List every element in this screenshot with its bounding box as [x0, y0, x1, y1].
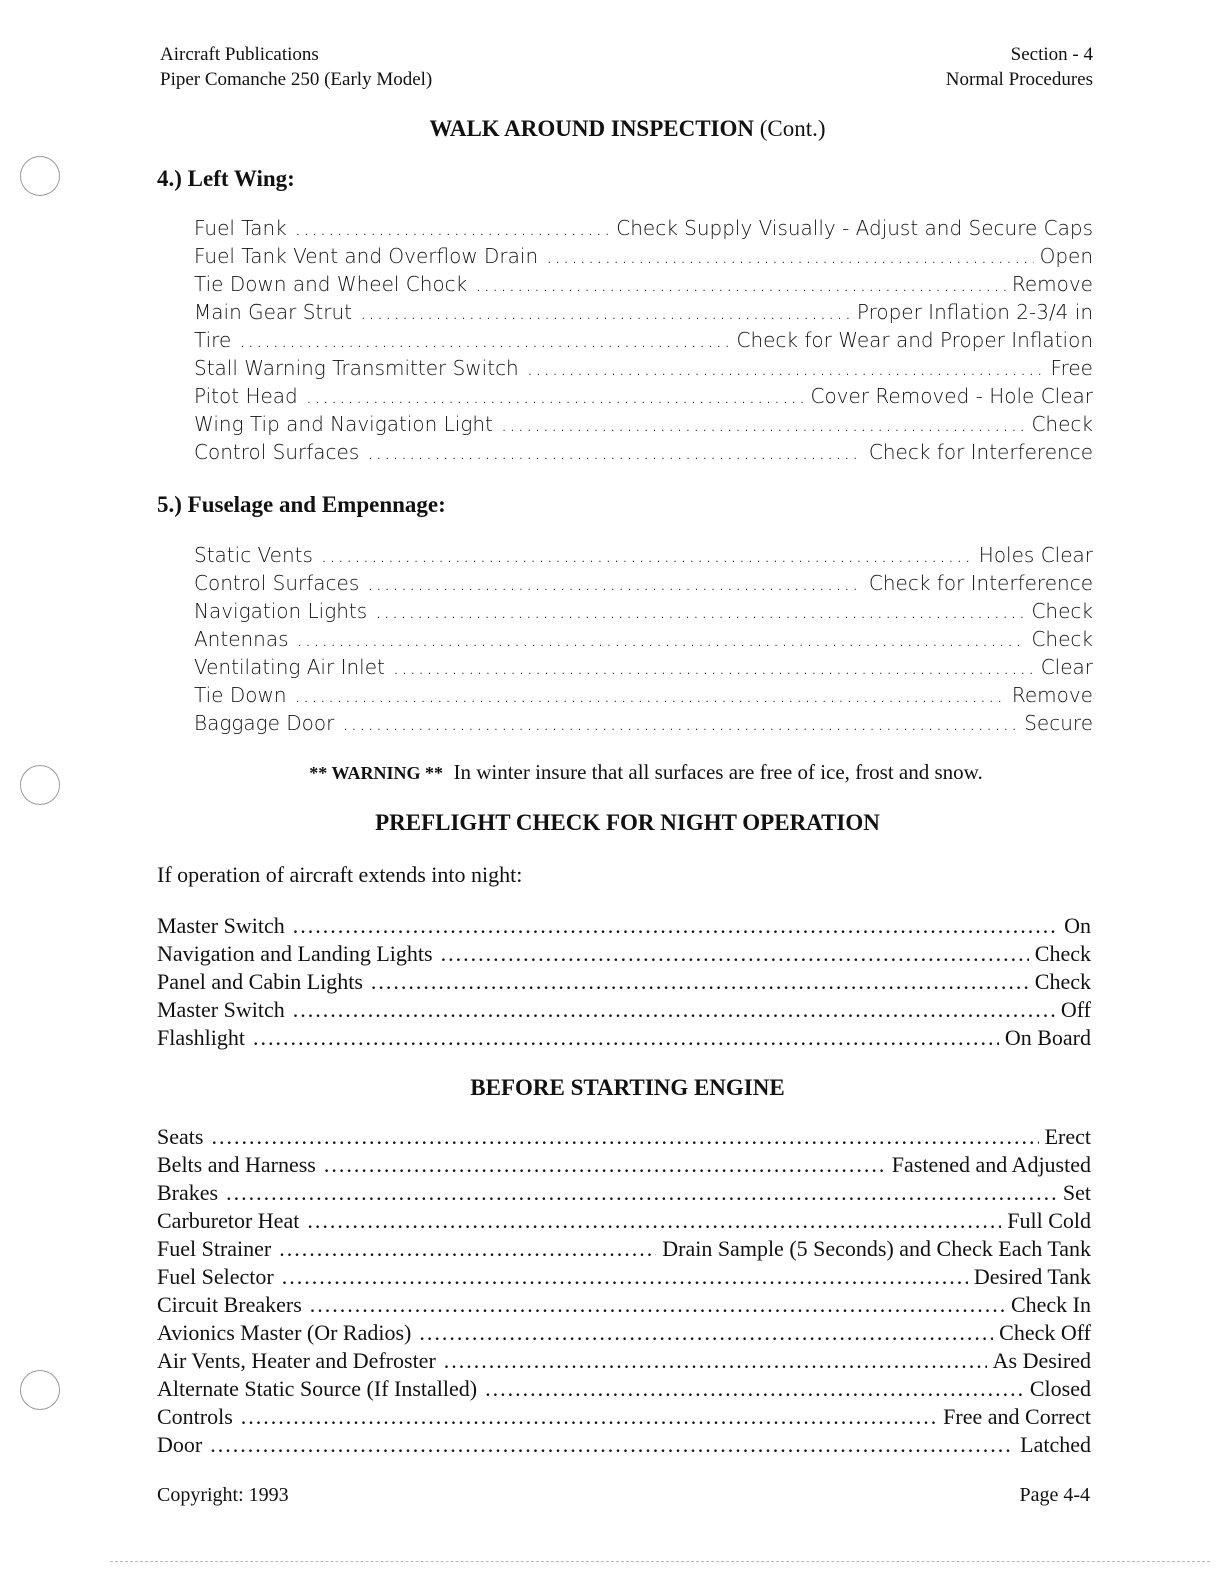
checklist-item-action: On	[1064, 913, 1091, 938]
winter-warning	[0, 760, 1221, 785]
dot-leader	[375, 597, 1025, 625]
checklist-item-label: Ventilating Air Inlet	[194, 655, 385, 679]
checklist-item-action: Check	[1031, 599, 1093, 623]
checklist-item-action: Check for Interference	[868, 440, 1093, 464]
dot-leader	[342, 709, 1018, 737]
checklist-item-action: Clear	[1040, 655, 1093, 679]
fuselage-checklist	[194, 541, 1093, 737]
checklist-item-label: Static Vents	[194, 543, 313, 567]
footer-copyright: Copyright: 1993	[157, 1484, 289, 1506]
header-aircraft-model: Piper Comanche 250 (Early Model)	[160, 69, 433, 90]
checklist-item-label: Fuel Selector	[157, 1264, 274, 1289]
dot-leader	[307, 1207, 1001, 1235]
checklist-row	[194, 569, 1093, 597]
checklist-row	[194, 681, 1093, 709]
checklist-item-label: Baggage Door	[194, 711, 335, 735]
dot-leader	[444, 1347, 987, 1375]
checklist-item-label: Tire	[194, 328, 232, 352]
dot-leader	[501, 410, 1026, 438]
checklist-item-label: Tie Down and Wheel Chock	[194, 272, 468, 296]
night-operation-intro: If operation of aircraft extends into night:	[157, 862, 523, 887]
checklist-row	[194, 270, 1093, 298]
checklist-item-label: Panel and Cabin Lights	[157, 969, 363, 994]
dot-leader	[324, 1151, 886, 1179]
checklist-item-action: Off	[1060, 997, 1091, 1022]
checklist-item-action: Open	[1039, 244, 1093, 268]
checklist-item-label: Flashlight	[157, 1025, 246, 1050]
checklist-row	[157, 1291, 1091, 1319]
dot-leader	[360, 298, 851, 326]
left-wing-heading: 4.) Left Wing:	[157, 166, 295, 191]
checklist-item-action: Check	[1034, 941, 1091, 966]
dot-leader	[546, 242, 1033, 270]
night-operation-checklist	[157, 912, 1091, 1052]
dot-leader	[293, 912, 1058, 940]
dot-leader	[226, 1179, 1057, 1207]
checklist-item-action: Check	[1031, 627, 1093, 651]
checklist-item-action: Check for Interference	[868, 571, 1093, 595]
dot-leader	[393, 653, 1035, 681]
checklist-item-label: Master Switch	[157, 997, 285, 1022]
checklist-row	[194, 242, 1093, 270]
checklist-item-label: Fuel Tank	[194, 216, 287, 240]
footer-page-number: Page 4-4	[1019, 1484, 1090, 1506]
checklist-item-label: Controls	[157, 1404, 233, 1429]
checklist-item-label: Pitot Head	[194, 384, 298, 408]
dot-leader	[282, 1263, 968, 1291]
dot-leader	[321, 541, 973, 569]
header-left	[160, 42, 432, 92]
checklist-item-action: Holes Clear	[978, 543, 1093, 567]
checklist-row	[157, 940, 1091, 968]
left-wing-checklist	[194, 214, 1093, 466]
checklist-row	[157, 1179, 1091, 1207]
checklist-row	[194, 298, 1093, 326]
checklist-row	[194, 653, 1093, 681]
checklist-item-action: Full Cold	[1007, 1208, 1091, 1233]
checklist-item-label: Stall Warning Transmitter Switch	[194, 356, 519, 380]
checklist-item-action: Cover Removed - Hole Clear	[810, 384, 1093, 408]
before-starting-engine-checklist	[157, 1123, 1091, 1459]
dot-leader	[211, 1123, 1038, 1151]
checklist-row	[194, 438, 1093, 466]
checklist-item-label: Belts and Harness	[157, 1152, 316, 1177]
header-section: Section - 4	[1010, 44, 1093, 65]
dot-leader	[297, 625, 1026, 653]
dot-leader	[485, 1375, 1024, 1403]
checklist-item-action: Desired Tank	[973, 1264, 1091, 1289]
dot-leader	[475, 270, 1006, 298]
before-starting-engine-title: BEFORE STARTING ENGINE	[470, 1075, 785, 1100]
checklist-item-label: Navigation Lights	[194, 599, 368, 623]
checklist-item-action: On Board	[1004, 1025, 1091, 1050]
checklist-row	[157, 1403, 1091, 1431]
checklist-item-label: Fuel Strainer	[157, 1236, 272, 1261]
checklist-item-action: Remove	[1011, 272, 1093, 296]
checklist-item-label: Alternate Static Source (If Installed)	[157, 1376, 478, 1401]
header-section-title: Normal Procedures	[945, 69, 1093, 90]
dot-leader	[367, 438, 863, 466]
checklist-item-label: Air Vents, Heater and Defroster	[157, 1348, 436, 1373]
checklist-row	[157, 1347, 1091, 1375]
checklist-item-action: Latched	[1020, 1432, 1091, 1457]
checklist-item-action: Check In	[1010, 1292, 1091, 1317]
checklist-row	[194, 541, 1093, 569]
checklist-item-label: Fuel Tank Vent and Overflow Drain	[194, 244, 539, 268]
scan-edge-line	[110, 1561, 1210, 1562]
checklist-item-action: Free	[1050, 356, 1093, 380]
dot-leader	[279, 1235, 656, 1263]
walk-around-title-suffix: (Cont.)	[759, 116, 826, 141]
checklist-item-action: Erect	[1044, 1124, 1091, 1149]
checklist-item-label: Tie Down	[194, 683, 287, 707]
night-operation-title: PREFLIGHT CHECK FOR NIGHT OPERATION	[375, 810, 880, 835]
checklist-item-action: Set	[1062, 1180, 1091, 1205]
walk-around-title	[0, 116, 1221, 142]
checklist-item-label: Circuit Breakers	[157, 1292, 302, 1317]
checklist-item-action: Closed	[1029, 1376, 1091, 1401]
checklist-row	[194, 214, 1093, 242]
checklist-item-action: Check	[1034, 969, 1091, 994]
checklist-row	[194, 709, 1093, 737]
checklist-item-label: Control Surfaces	[194, 440, 360, 464]
checklist-item-action: Secure	[1024, 711, 1093, 735]
checklist-row	[157, 1235, 1091, 1263]
checklist-row	[157, 1431, 1091, 1459]
dot-leader	[367, 569, 863, 597]
checklist-item-label: Avionics Master (Or Radios)	[157, 1320, 412, 1345]
checklist-item-label: Antennas	[194, 627, 289, 651]
checklist-item-action: Check for Wear and Proper Inflation	[736, 328, 1093, 352]
checklist-row	[157, 1123, 1091, 1151]
dot-leader	[371, 968, 1029, 996]
dot-leader	[293, 996, 1055, 1024]
checklist-row	[194, 625, 1093, 653]
dot-leader	[295, 681, 1006, 709]
warning-tag: ** WARNING **	[309, 763, 443, 783]
checklist-item-label: Wing Tip and Navigation Light	[194, 412, 493, 436]
dot-leader	[441, 940, 1029, 968]
dot-leader	[239, 326, 730, 354]
checklist-item-action: Remove	[1011, 683, 1093, 707]
dot-leader	[241, 1403, 937, 1431]
checklist-row	[157, 1024, 1091, 1052]
checklist-item-action: Check Off	[999, 1320, 1091, 1345]
checklist-item-action: Proper Inflation 2-3/4 in	[856, 300, 1093, 324]
punch-hole-bottom	[20, 1370, 60, 1410]
checklist-item-action: Check	[1031, 412, 1093, 436]
checklist-row	[194, 597, 1093, 625]
dot-leader	[295, 214, 611, 242]
checklist-row	[194, 326, 1093, 354]
checklist-row	[157, 1151, 1091, 1179]
punch-hole-top	[20, 156, 60, 196]
dot-leader	[253, 1024, 999, 1052]
checklist-item-action: Free and Correct	[943, 1404, 1091, 1429]
checklist-item-action: Check Supply Visually - Adjust and Secure Caps	[616, 216, 1093, 240]
walk-around-title-text: WALK AROUND INSPECTION	[429, 116, 755, 141]
checklist-item-action: Drain Sample (5 Seconds) and Check Each Tank	[662, 1236, 1091, 1261]
checklist-row	[157, 968, 1091, 996]
checklist-row	[157, 1319, 1091, 1347]
checklist-item-label: Navigation and Landing Lights	[157, 941, 433, 966]
header-right	[946, 42, 1093, 92]
checklist-item-label: Master Switch	[157, 913, 285, 938]
fuselage-heading: 5.) Fuselage and Empennage:	[157, 492, 446, 517]
checklist-item-label: Seats	[157, 1124, 204, 1149]
dot-leader	[527, 354, 1045, 382]
warning-text: In winter insure that all surfaces are free of ice, frost and snow.	[453, 760, 983, 784]
checklist-row	[157, 1207, 1091, 1235]
checklist-row	[157, 1375, 1091, 1403]
checklist-row	[194, 382, 1093, 410]
checklist-item-label: Brakes	[157, 1180, 219, 1205]
checklist-row	[157, 996, 1091, 1024]
header-publisher: Aircraft Publications	[160, 44, 319, 65]
checklist-row	[157, 1263, 1091, 1291]
checklist-row	[157, 912, 1091, 940]
checklist-item-label: Control Surfaces	[194, 571, 360, 595]
dot-leader	[210, 1431, 1014, 1459]
checklist-item-label: Main Gear Strut	[194, 300, 353, 324]
checklist-item-action: Fastened and Adjusted	[891, 1152, 1091, 1177]
checklist-item-action: As Desired	[992, 1348, 1091, 1373]
checklist-item-label: Carburetor Heat	[157, 1208, 300, 1233]
dot-leader	[310, 1291, 1005, 1319]
checklist-row	[194, 354, 1093, 382]
dot-leader	[306, 382, 805, 410]
checklist-row	[194, 410, 1093, 438]
dot-leader	[419, 1319, 993, 1347]
checklist-item-label: Door	[157, 1432, 203, 1457]
